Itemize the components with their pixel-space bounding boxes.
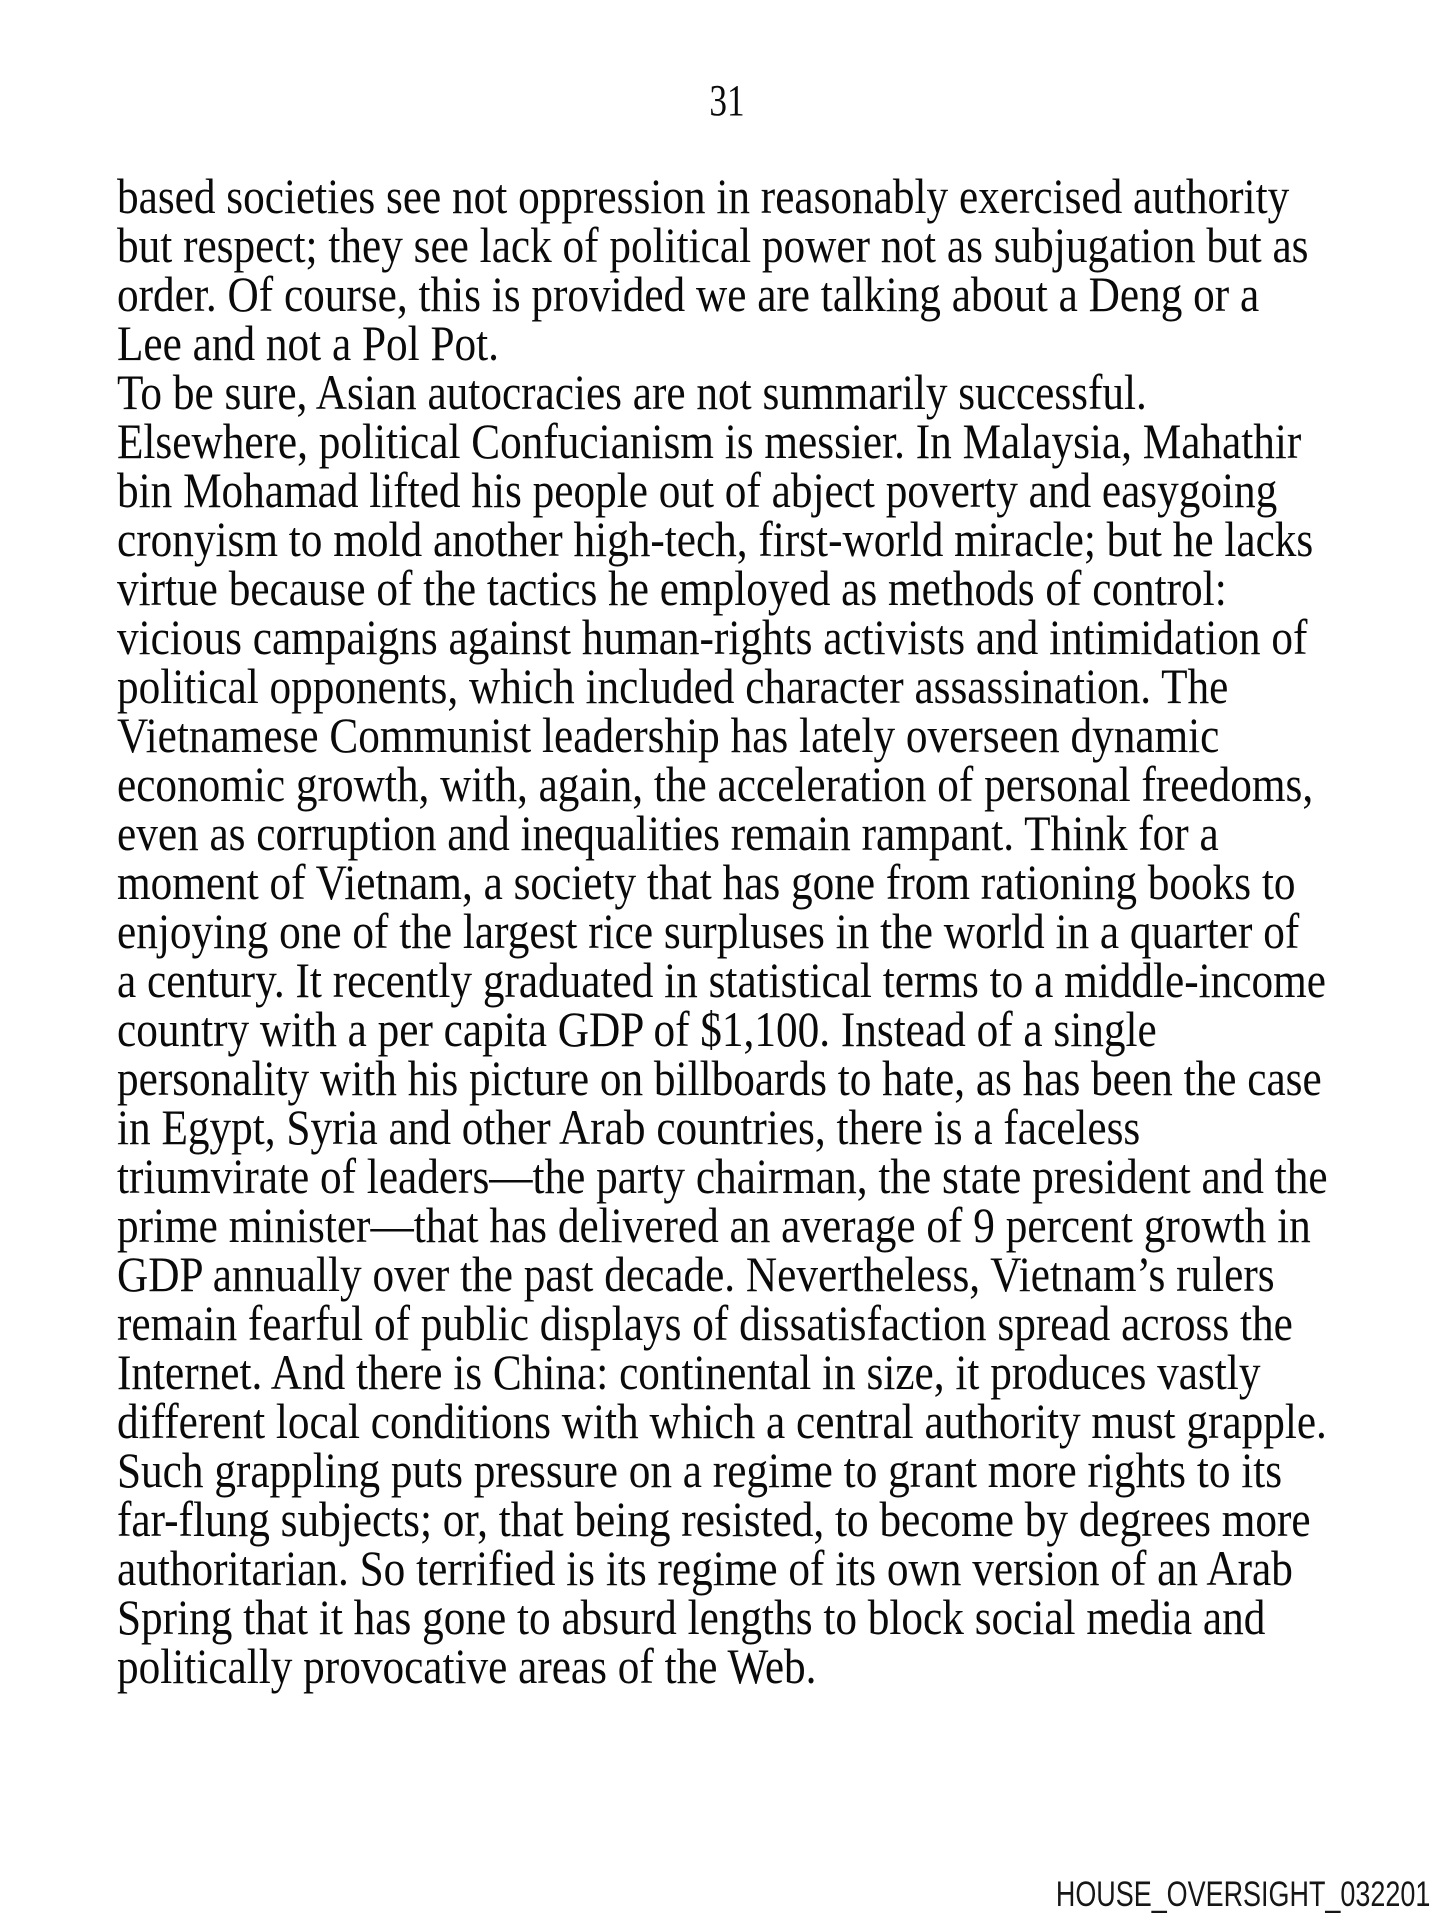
bates-number [944,1877,1430,1913]
text-line: bin Mohamad lifted his people out of abject poverty and easygoing [117,462,1278,518]
text-line: even as corruption and inequalities remain rampant. Think for a [117,805,1219,861]
text-line: moment of Vietnam, a society that has gone from rationing books to [117,854,1296,910]
text-line: Elsewhere, political Confucianism is messier. In Malaysia, Mahathir [117,413,1302,469]
text-line: To be sure, Asian autocracies are not summarily successful. [117,364,1147,420]
page-number [0,76,1453,125]
text-line: based societies see not oppression in reasonably exercised authority [117,168,1290,224]
text-line: economic growth, with, again, the acceleration of personal freedoms, [117,756,1314,812]
text-line: Vietnamese Communist leadership has lately overseen dynamic [117,707,1220,763]
text-line: prime minister—that has delivered an average of 9 percent growth in [117,1197,1311,1253]
text-line: but respect; they see lack of political power not as subjugation but as [117,217,1309,273]
bates-number-text: HOUSE_OVERSIGHT_032201 [1055,1875,1430,1914]
text-line: a century. It recently graduated in statistical terms to a middle-income [117,952,1326,1008]
text-line: enjoying one of the largest rice surpluses in the world in a quarter of [117,903,1300,959]
text-line: order. Of course, this is provided we are talking about a Deng or a [117,266,1260,322]
text-line: Internet. And there is China: continental in size, it produces vastly [117,1344,1261,1400]
text-line: remain fearful of public displays of dissatisfaction spread across the [117,1295,1293,1351]
text-line: vicious campaigns against human-rights activists and intimidation of [117,609,1308,665]
text-line: Spring that it has gone to absurd lengths to block social media and [117,1589,1266,1645]
text-line: politically provocative areas of the Web. [117,1638,817,1694]
text-line: authoritarian. So terrified is its regime of its own version of an Arab [117,1540,1293,1596]
text-line: Such grappling puts pressure on a regime to grant more rights to its [117,1442,1283,1498]
text-line: political opponents, which included character assassination. The [117,658,1229,714]
text-line: different local conditions with which a central authority must grapple. [117,1393,1327,1449]
text-line: cronyism to mold another high-tech, first-world miracle; but he lacks [117,511,1314,567]
text-line: virtue because of the tactics he employed as methods of control: [117,560,1227,616]
page-number-text: 31 [708,76,745,125]
text-line: country with a per capita GDP of $1,100. Instead of a single [117,1001,1157,1057]
text-line: in Egypt, Syria and other Arab countries, there is a faceless [117,1099,1141,1155]
text-line: triumvirate of leaders—the party chairman, the state president and the [117,1148,1328,1204]
text-line: far-flung subjects; or, that being resisted, to become by degrees more [117,1491,1311,1547]
body-text [117,168,1328,1694]
text-line: Lee and not a Pol Pot. [117,315,499,371]
text-line: GDP annually over the past decade. Nevertheless, Vietnam’s rulers [117,1246,1275,1302]
text-line: personality with his picture on billboards to hate, as has been the case [117,1050,1322,1106]
